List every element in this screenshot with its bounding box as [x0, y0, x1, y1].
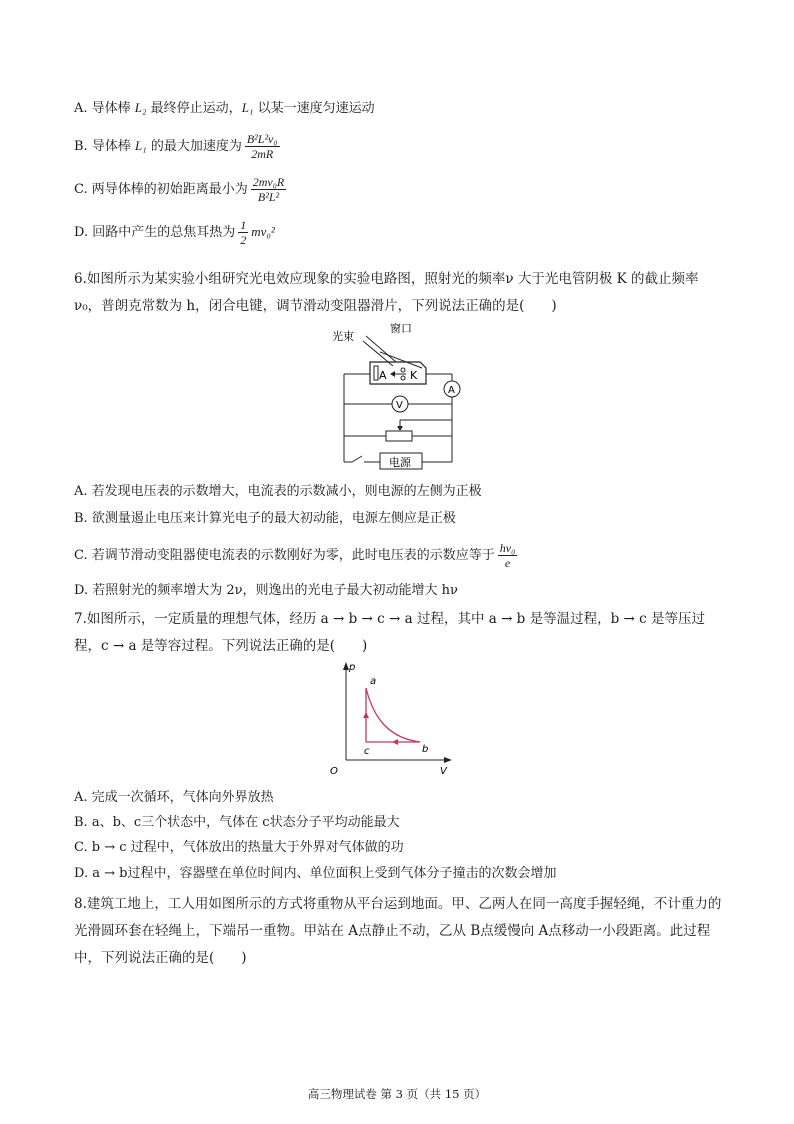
- fraction: $\frac{\text{B²L²v₀}}{2mR}$: [246, 132, 278, 161]
- point-label-b: b: [422, 744, 429, 755]
- q6-option-d: D. 若照射光的频率增大为 2ν，则逸出的光电子最大初动能增大 hν: [74, 583, 458, 598]
- q7-stem: 7.如图所示，一定质量的理想气体，经历 a → b → c → a 过程，其中 a → b 是等温过程，b → c 是等压过程，c → a 是等容过程。下列说法正确的是( ): [74, 611, 705, 654]
- point-label-a: a: [370, 676, 377, 687]
- rheostat-icon: [386, 431, 412, 441]
- photoelectric-circuit-figure: [330, 322, 470, 470]
- label-cathode: K: [410, 369, 418, 382]
- q5-option-b: B. 导体棒 L₁ 的最大加速度为 $\frac{\text{B²L²v₀}}{2mR}$: [74, 132, 278, 161]
- q6-stem: 6.如图所示为某实验小组研究光电效应现象的实验电路图，照射光的频率ν 大于光电管阴极 K 的截止频率ν₀，普朗克常数为 h，闭合电键，调节滑动变阻器滑片，下列说法正确的是( ): [74, 271, 699, 314]
- label-anode: A: [379, 369, 387, 382]
- label-source: 电源: [389, 456, 411, 469]
- pv-diagram-figure: [330, 660, 460, 778]
- switch-icon: [352, 456, 362, 462]
- q7-option-b: B. a、b、c三个状态中，气体在 c状态分子平均动能最大: [74, 815, 400, 830]
- var-L2: L₂: [134, 100, 147, 115]
- fraction: $\frac{\text{hν₀}}{e}$: [499, 541, 516, 570]
- q6-option-a: A. 若发现电压表的示数增大，电流表的示数减小，则电源的左侧为正极: [74, 484, 482, 499]
- q5-option-d: D. 回路中产生的总焦耳热为 $\frac{1}{2}$ mv₀²: [74, 218, 275, 247]
- axis-label-p: p: [349, 662, 356, 673]
- fraction: $\frac{\text{2mv₀R}}{\text{B²L²}}$: [252, 175, 285, 204]
- page-footer: 高三物理试卷 第 3 页（共 15 页）: [307, 1087, 487, 1101]
- q6-option-c: C. 若调节滑动变阻器使电流表的示数刚好为零，此时电压表的示数应等于 $\frac{\text{hν₀}}{e}$: [74, 541, 516, 570]
- label-window: 窗口: [390, 322, 412, 335]
- q7-option-a: A. 完成一次循环，气体向外界放热: [74, 790, 274, 805]
- q6-option-b: B. 欲测量遏止电压来计算光电子的最大初动能，电源左侧应是正极: [74, 511, 456, 526]
- origin-label: O: [330, 766, 338, 777]
- label-ammeter: A: [448, 385, 455, 396]
- label-beam: 光束: [332, 330, 354, 343]
- label-voltmeter: V: [396, 400, 403, 411]
- q7-option-d: D. a → b过程中，容器壁在单位时间内、单位面积上受到气体分子撞击的次数会增加: [74, 866, 557, 881]
- isotherm-curve-ab: [366, 688, 420, 742]
- axis-label-v: V: [440, 766, 447, 777]
- anode-plate: [374, 366, 378, 380]
- q7-option-c: C. b → c 过程中，气体放出的热量大于外界对气体做的功: [74, 840, 404, 855]
- q5-option-c: C. 两导体棒的初始距离最小为 $\frac{\text{2mv₀R}}{\text{B²L²}}$: [74, 175, 285, 204]
- q5-option-a: A. 导体棒 L₂ 最终停止运动，L₁ 以某一速度匀速运动: [74, 100, 375, 116]
- fraction: $\frac{1}{2}$: [240, 218, 247, 247]
- var-L1: L₁: [241, 100, 254, 115]
- q8-stem: 8.建筑工地上，工人用如图所示的方式将重物从平台运到地面。甲、乙两人在同一高度手握轻绳，不计重力的光滑圆环套在轻绳上，下端吊一重物。甲站在 A点静止不动，乙从 B点缓慢向 A点移动一小段距离。此过程中，下列说法正确的是( ): [74, 896, 722, 966]
- point-label-c: c: [364, 746, 370, 757]
